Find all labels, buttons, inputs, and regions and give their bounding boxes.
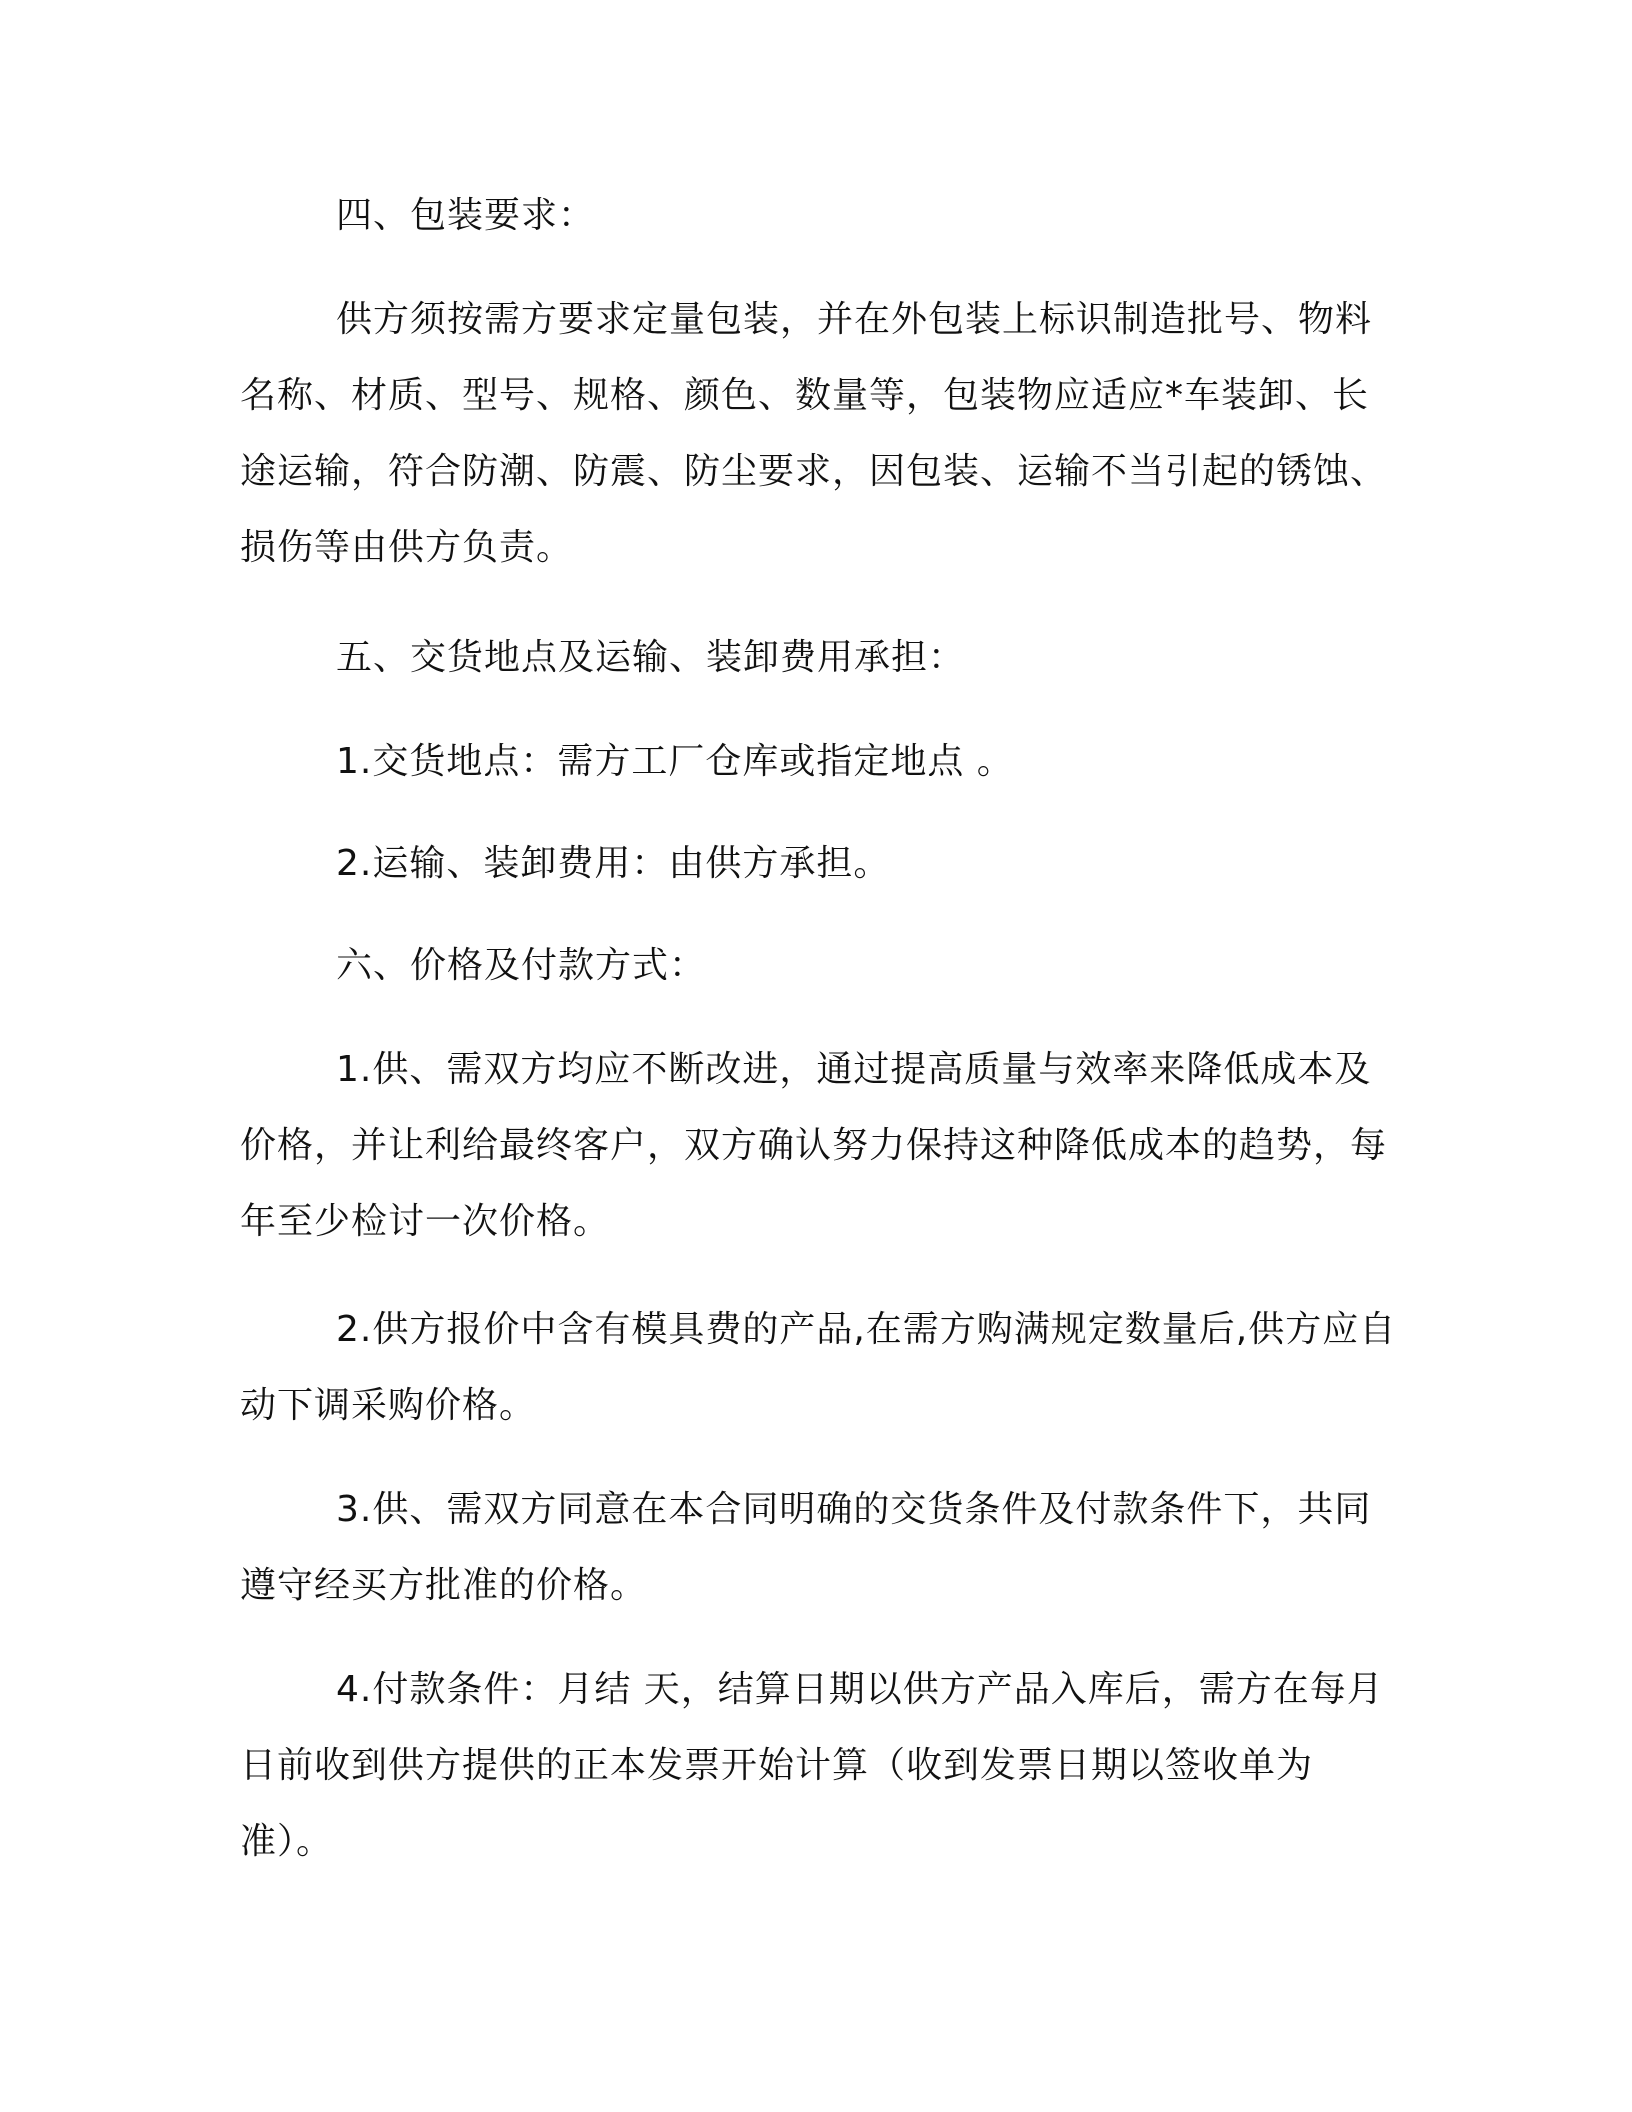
section-heading-price-payment: 六、价格及付款方式： (336, 945, 707, 986)
section-heading-packaging: 四、包装要求： (336, 195, 596, 236)
paragraph-delivery-location: 1.交货地点：需方工厂仓库或指定地点 。 (336, 741, 1014, 782)
paragraph-price-item-2: 2.供方报价中含有模具费的产品,在需方购满规定数量后,供方应自动下调采购价格。 (240, 1309, 1397, 1426)
paragraph-price-item-1: 1.供、需双方均应不断改进，通过提高质量与效率来降低成本及价格，并让利给最终客户，双方确认努力保持这种降低成本的趋势，每年至少检讨一次价格。 (240, 1049, 1388, 1242)
paragraph-price-item-3: 3.供、需双方同意在本合同明确的交货条件及付款条件下，共同遵守经买方批准的价格。 (240, 1489, 1372, 1606)
paragraph-payment-terms: 4.付款条件：月结 天，结算日期以供方产品入库后，需方在每月 日前收到供方提供的正本发票开始计算（收到发票日期以签收单为准）。 (240, 1669, 1384, 1862)
paragraph-transport-costs: 2.运输、装卸费用：由供方承担。 (336, 843, 891, 884)
paragraph-packaging-requirements: 供方须按需方要求定量包装，并在外包装上标识制造批号、物料名称、材质、型号、规格、颜色、数量等，包装物应适应*车装卸、长途运输，符合防潮、防震、防尘要求，因包装、运输不当引起的锈蚀、损伤等由供方负责。 (240, 299, 1388, 568)
section-heading-delivery: 五、交货地点及运输、装卸费用承担： (336, 637, 966, 678)
